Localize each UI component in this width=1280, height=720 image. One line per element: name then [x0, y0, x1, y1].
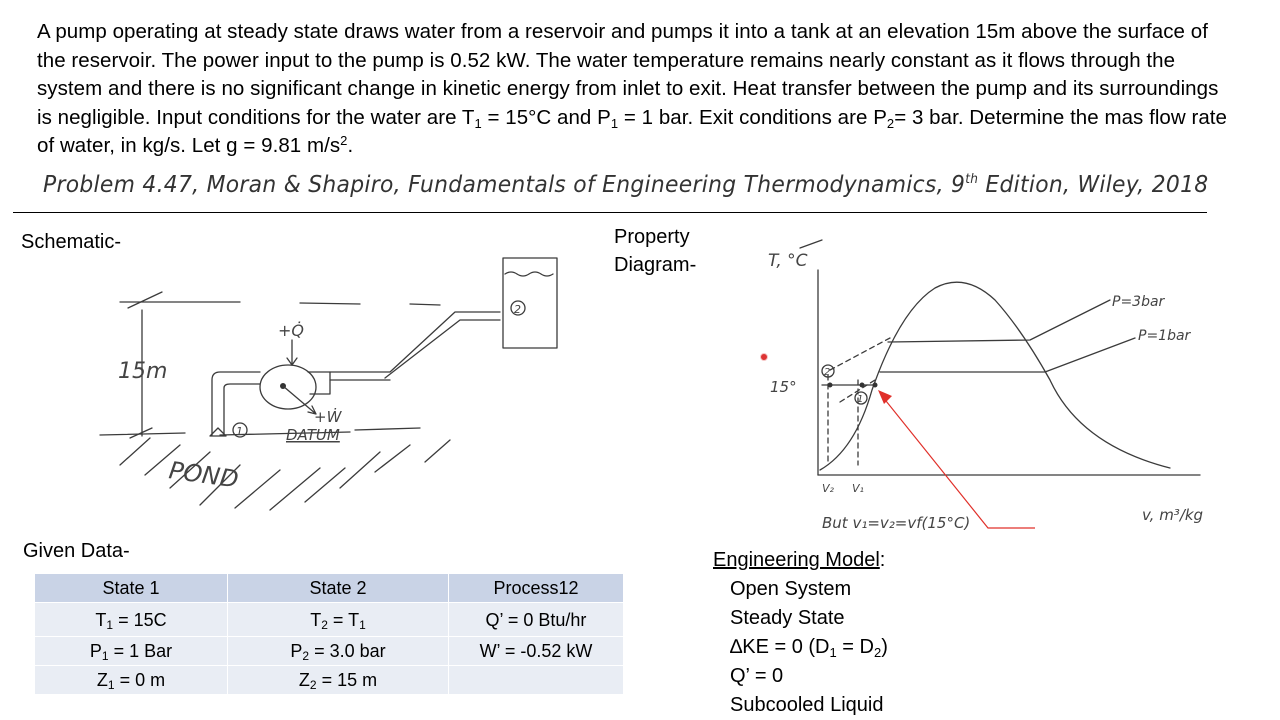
temp-mark: 15° [770, 378, 797, 396]
problem-text: = 15°C and P [481, 105, 611, 129]
work-label: +Ẇ [314, 408, 342, 426]
table-cell: Q’ = 0 Btu/hr [449, 603, 624, 637]
model-item: Q’ = 0 [730, 665, 784, 687]
cursor-dot [760, 353, 768, 361]
divider-line [13, 212, 1207, 213]
state2-marker: 2 [824, 367, 831, 378]
heat-arrow [287, 340, 297, 365]
table-row [35, 666, 624, 695]
isobar-p3 [888, 300, 1110, 342]
reservoir-surface [120, 302, 440, 305]
discharge-pipe [330, 312, 500, 380]
label-line: Diagram- [614, 254, 697, 276]
table-cell: $T_1 = 15C$ [35, 603, 228, 637]
citation [43, 170, 1209, 198]
heat-label: +Q̇ [278, 321, 304, 340]
table-cell [449, 666, 624, 695]
superscript: 2 [340, 133, 348, 148]
engineering-model [713, 546, 888, 720]
model-item: Steady State [730, 607, 845, 629]
subscript: 2 [886, 115, 895, 131]
table-cell: $Z_2 = 15$ m [228, 666, 449, 695]
model-item: Subcooled Liquid [730, 694, 884, 716]
saturation-dome [820, 282, 1170, 470]
x-axis-label: v, m³/kg [1142, 506, 1204, 524]
y-axis-label: T, °C [768, 251, 808, 271]
model-item: ∆KE = 0 $(D_1 = D_2)$ [730, 636, 888, 660]
table-row [35, 603, 624, 637]
column-header: Process12 [449, 574, 624, 603]
annotation-arrow [882, 396, 1035, 528]
axis-tick [800, 240, 822, 248]
subscript: 1 [474, 115, 482, 131]
table-cell: W’ = -0.52 kW [449, 637, 624, 666]
state1-marker: 1 [857, 394, 864, 405]
label-line: Property [614, 226, 690, 248]
problem-text: = 3 bar. Determine the mas flow rate of water, in kg/s. Let g = 9.81 m/s [37, 105, 1228, 157]
state2-point [828, 383, 833, 388]
model-item: Open System [730, 578, 852, 600]
table-row [35, 637, 624, 666]
property-diagram-label [614, 223, 696, 279]
p1-label: P=1bar [1138, 328, 1191, 344]
pond-label: POND [167, 456, 241, 494]
column-header: State 2 [228, 574, 449, 603]
given-data-label: Given Data- [23, 540, 130, 562]
citation-text: Edition, Wiley, 2018 [978, 170, 1209, 198]
column-header: State 1 [35, 574, 228, 603]
p3-label: P=3bar [1112, 294, 1165, 310]
annotation-text: But v₁=v₂=vf(15°C) [822, 514, 971, 532]
tank-water-line [505, 272, 553, 276]
table-header-row [35, 574, 624, 603]
citation-sup: th [965, 172, 979, 188]
citation-text: Problem 4.47, Moran & Shapiro, Fundamentals of Engineering Thermodynamics, 9 [43, 170, 966, 198]
problem-text: = 1 bar. Exit conditions are P [618, 105, 887, 129]
problem-text: . [347, 134, 354, 157]
state1-marker: 1 [236, 425, 243, 438]
property-diagram-sketch [760, 230, 1210, 540]
sat-point [873, 383, 878, 388]
isobar-p1 [880, 338, 1135, 372]
height-label: 15m [118, 359, 168, 384]
table-cell: $T_2 = T_1$ [228, 603, 449, 637]
schematic-label: Schematic- [21, 231, 122, 253]
state1-point [860, 383, 865, 388]
given-data-table [34, 573, 624, 695]
state2-marker: 2 [514, 303, 521, 316]
engineering-model-title [713, 546, 888, 575]
problem-statement [37, 18, 1237, 161]
v1-label: V₁ [852, 482, 864, 495]
v2-label: V₂ [822, 482, 834, 495]
table-cell: $P_1 = 1$ Bar [35, 637, 228, 666]
problem-text: A pump operating at steady state draws water from a reservoir and pumps it into a tank at an elevation 15m above the surface of the reservoir. The power input to the pump is 0.52 kW. The water temperature remains nearly constant as it flows through the system and there is no significant change in kinetic energy from inlet to exit. Heat transfer between the pump and its surroundings is negligible. Input conditions for the water are T [37, 20, 1219, 129]
title-colon: : [879, 549, 886, 571]
datum-label: DATUM [286, 426, 340, 444]
table-cell: $Z_1 = 0$ m [35, 666, 228, 695]
subscript: 1 [610, 115, 619, 131]
title-text: Engineering Model [713, 549, 880, 571]
annotation-arrowhead [878, 390, 892, 404]
pond-ground [100, 428, 420, 435]
table-cell: $P_2 = 3.0$ bar [228, 637, 449, 666]
schematic-sketch [90, 240, 580, 530]
